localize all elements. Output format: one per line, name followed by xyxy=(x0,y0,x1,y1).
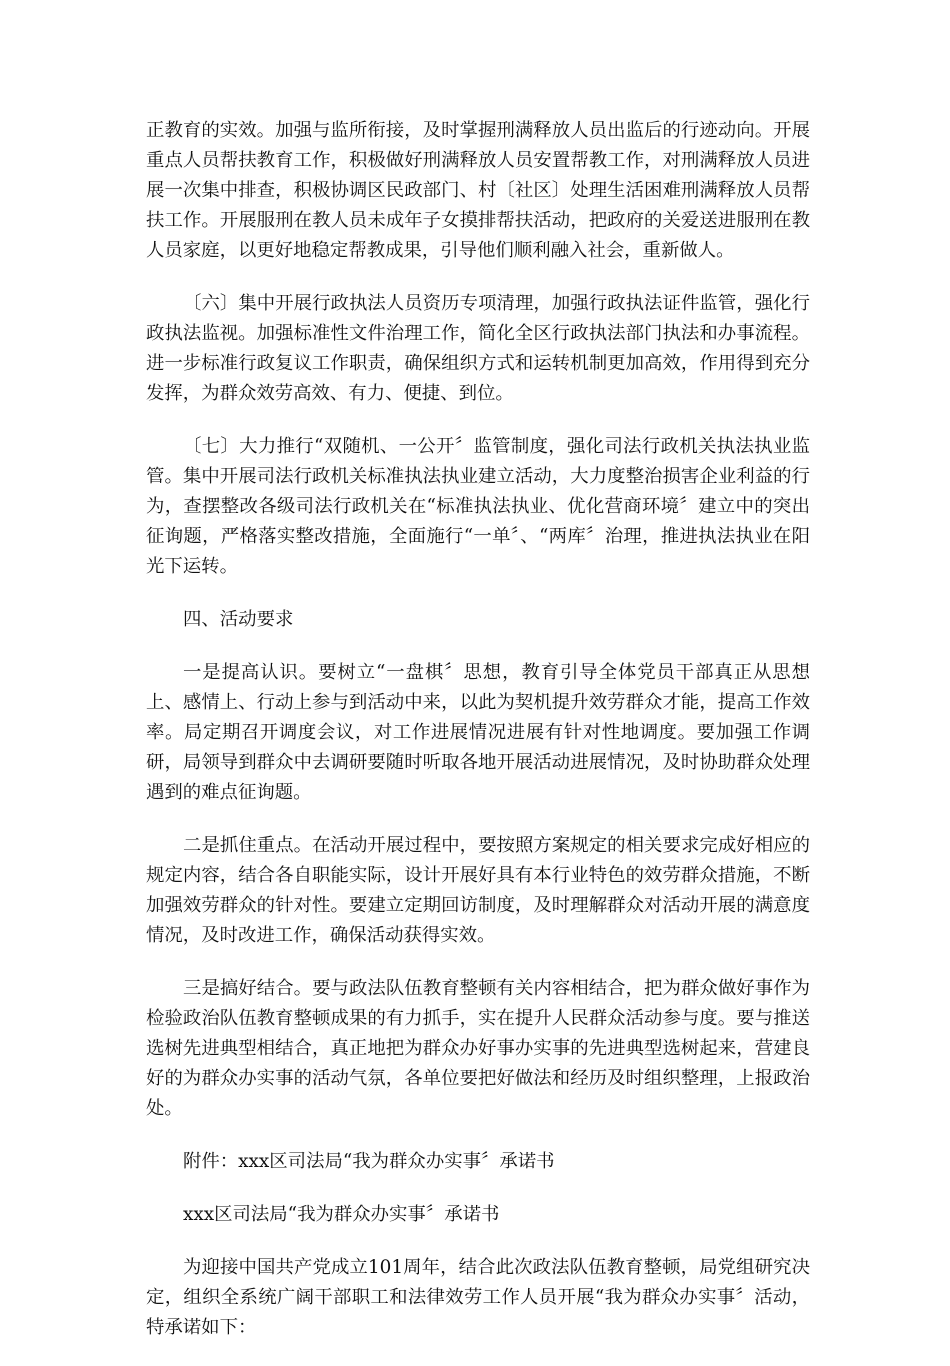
section-heading-requirements: 四、活动要求 xyxy=(183,609,294,630)
paragraph-requirement-3: 三是搞好结合。要与政法队伍教育整顿有关内容相结合，把为群众做好事作为检验政治队伍教育整顿成果的有力抓手，实在提升人民群众活动参与度。要与推送选树先进典型相结合，真正地把为群众办好事办实事的先进典型选树起来，营建良好的为群众办实事的活动气氛，各单位要把好做法和经历及时组织整理，上报政治处。 xyxy=(146,978,810,1119)
attachment-line: 附件：xxx区司法局“我为群众办实事〞承诺书 xyxy=(183,1151,555,1172)
document-page xyxy=(146,116,810,1366)
paragraph-item-6: 〔六〕集中开展行政执法人员资历专项清理，加强行政执法证件监管，强化行政执法监视。加强标准性文件治理工作，简化全区行政执法部门执法和办事流程。进一步标准行政复议工作职责，确保组织方式和运转机制更加高效，作用得到充分发挥，为群众效劳高效、有力、便捷、到位。 xyxy=(146,293,810,404)
paragraph-item-7: 〔七〕大力推行“双随机、一公开〞监管制度，强化司法行政机关执法执业监管。集中开展司法行政机关标准执法执业建立活动，大力度整治损害企业利益的行为，查摆整改各级司法行政机关在“标准执法执业、优化营商环境〞建立中的突出征询题，严格落实整改措施，全面施行“一单〞、“两库〞治理，推进执法执业在阳光下运转。 xyxy=(146,436,810,577)
attachment-title: xxx区司法局“我为群众办实事〞承诺书 xyxy=(183,1204,500,1225)
paragraph-commitment-intro: 为迎接中国共产党成立101周年，结合此次政法队伍教育整顿，局党组研究决定，组织全系统广阔干部职工和法律效劳工作人员开展“我为群众办实事〞活动，特承诺如下： xyxy=(146,1257,810,1338)
paragraph-requirement-2: 二是抓住重点。在活动开展过程中，要按照方案规定的相关要求完成好相应的规定内容，结合各自职能实际，设计开展好具有本行业特色的效劳群众措施，不断加强效劳群众的针对性。要建立定期回访制度，及时理解群众对活动开展的满意度情况，及时改进工作，确保活动获得实效。 xyxy=(146,835,810,946)
paragraph-continuation: 正教育的实效。加强与监所衔接，及时掌握刑满释放人员出监后的行迹动向。开展重点人员帮扶教育工作，积极做好刑满释放人员安置帮教工作，对刑满释放人员进展一次集中排查，积极协调区民政部门、村〔社区〕处理生活困难刑满释放人员帮扶工作。开展服刑在教人员未成年子女摸排帮扶活动，把政府的关爱送进服刑在教人员家庭，以更好地稳定帮教成果，引导他们顺利融入社会，重新做人。 xyxy=(146,120,810,261)
paragraph-requirement-1: 一是提高认识。要树立“一盘棋〞思想，教育引导全体党员干部真正从思想上、感情上、行动上参与到活动中来，以此为契机提升效劳群众才能，提高工作效率。局定期召开调度会议，对工作进展情况进展有针对性地调度。要加强工作调研，局领导到群众中去调研要随时听取各地开展活动进展情况，及时协助群众处理遇到的难点征询题。 xyxy=(146,662,810,803)
